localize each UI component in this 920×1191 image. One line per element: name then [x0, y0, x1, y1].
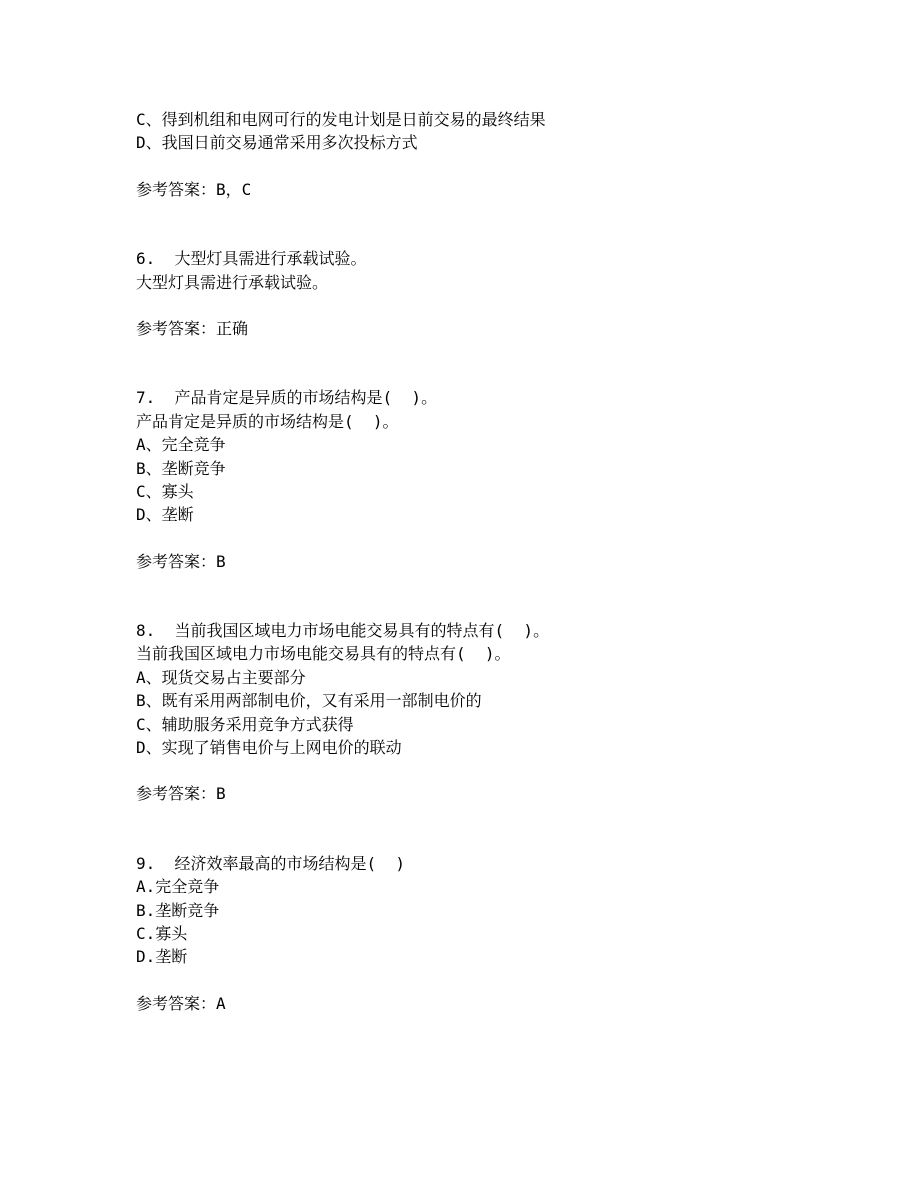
- question-title: 8. 当前我国区域电力市场电能交易具有的特点有( )。: [136, 621, 550, 641]
- option-a: A、完全竞争: [136, 435, 226, 455]
- option-c: C、寡头: [136, 481, 194, 501]
- question-stem: 大型灯具需进行承载试验。: [136, 272, 329, 292]
- option-a: A、现货交易占主要部分: [136, 667, 306, 687]
- answer-text: 参考答案：A: [136, 993, 226, 1013]
- answer-text: 参考答案：B: [136, 784, 226, 804]
- option-c: C、辅助服务采用竞争方式获得: [136, 714, 354, 734]
- option-d: D、我国日前交易通常采用多次投标方式: [136, 133, 418, 153]
- option-d: D、实现了销售电价与上网电价的联动: [136, 738, 402, 758]
- question-title: 6. 大型灯具需进行承载试验。: [136, 249, 367, 269]
- answer-text: 参考答案：正确: [136, 318, 249, 338]
- option-c: C、得到机组和电网可行的发电计划是日前交易的最终结果: [136, 110, 546, 129]
- option-b: B、垄断竞争: [136, 458, 226, 478]
- question-stem: 当前我国区域电力市场电能交易具有的特点有( )。: [136, 644, 511, 664]
- question-title: 7. 产品肯定是异质的市场结构是( )。: [136, 388, 438, 408]
- option-b: B.垄断竞争: [136, 900, 220, 920]
- document-page: [136, 108, 876, 1015]
- option-d: D、垄断: [136, 505, 194, 525]
- option-a: A.完全竞争: [136, 877, 220, 897]
- question-stem: 产品肯定是异质的市场结构是( )。: [136, 411, 399, 431]
- answer-text: 参考答案：B: [136, 551, 226, 571]
- question-title: 9. 经济效率最高的市场结构是( ): [136, 853, 406, 873]
- option-c: C.寡头: [136, 923, 188, 943]
- option-b: B、既有采用两部制电价，又有采用一部制电价的: [136, 691, 482, 711]
- option-d: D.垄断: [136, 947, 188, 967]
- answer-text: 参考答案：B，C: [136, 179, 252, 199]
